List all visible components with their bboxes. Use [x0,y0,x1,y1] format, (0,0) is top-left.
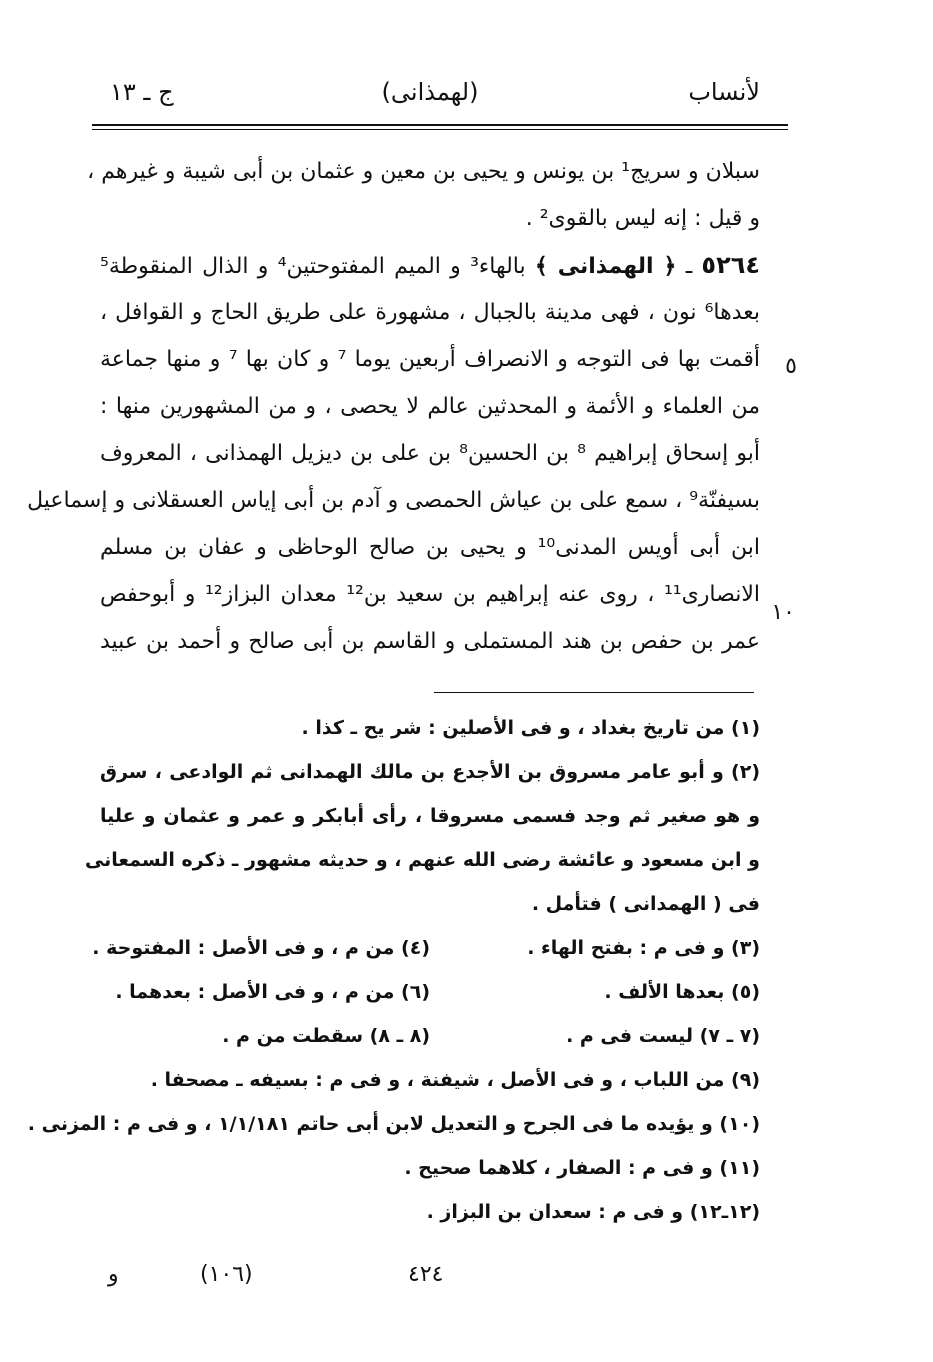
footnote-row-5-6 [100,970,760,1014]
catchword: و [108,1262,119,1287]
entry-dash: ـ [685,254,693,279]
footnote-2-line-2: و هو صغير ثم وجد فسمى مسروقا ، رأى أبابكر و عمر و عثمان و عليا [100,805,760,827]
running-header [100,78,760,118]
text-line-9: ابن أبى أويس المدنى¹⁰ و يحيى بن صالح الوحاظى و عفان بن مسلم [100,535,761,560]
main-text [27,148,761,665]
page-footer [100,1262,760,1302]
signature-mark: (١٠٦) [200,1262,253,1287]
entry-name: ﴿ الهمذانى ﴾ [534,254,677,279]
text-line-7: أبو إسحاق إبراهيم ⁸ بن الحسين⁸ بن على بن ديزيل الهمذانى ، المعروف [100,441,760,466]
footnote-5: (٥) بعدها الألف . [604,981,760,1003]
header-volume: ج ـ ١٣ [110,78,174,106]
text-line-10: الانصارى¹¹ ، روى عنه إبراهيم بن سعيد بن¹² معدان البزاز¹² و أبوحفص [100,582,760,607]
line-number-5: ٥ [785,354,797,379]
footnote-1: (١) من تاريخ بغداد ، و فى الأصلين : شر يح ـ كذا . [301,717,760,739]
entry-heading-line [100,242,760,289]
footnote-2-line-1: (٢) و أبو عامر مسروق بن الأجدع بن مالك الهمدانى ثم الوادعى ، سرق [100,761,760,783]
footnote-3: (٣) و فى م : بفتح الهاء . [527,937,760,959]
header-section-title: (لهمذانى) [381,78,479,106]
entry-description: بالهاء³ و الميم المفتوحتين⁴ و الذال المنقوطة⁵ [100,254,526,279]
footnote-2-line-3: و ابن مسعود و عائشة رضى الله عنهم ، و حديثه مشهور ـ ذكره السمعانى [84,849,760,871]
page-number: ٤٢٤ [408,1262,444,1287]
footnote-12: (١٢ـ١٢) و فى م : سعدان بن البزاز . [426,1201,760,1223]
text-line-2: و قيل : إنه ليس بالقوى² . [525,206,760,231]
footnote-4: (٤) من م ، و فى الأصل : المفتوحة . [92,937,430,959]
footnote-8: (٨ ـ ٨) سقطت من م . [222,1025,430,1047]
text-line-11: عمر بن حفص بن هند المستملى و القاسم بن أبى صالح و أحمد بن عبيد [100,629,760,654]
footnote-2-line-4: فى ( الهمدانى ) فتأمل . [531,893,760,915]
footnote-row-3-4 [92,926,760,970]
text-line-8: بسيفنّة⁹ ، سمع على بن عياش الحمصى و آدم بن أبى إياس العسقلانى و إسماعيل [27,488,760,513]
footnote-9: (٩) من اللباب ، و فى الأصل ، شيفنة ، و فى م : بسيفه ـ مصحفا . [150,1069,760,1091]
text-line-6: من العلماء و الأئمة و المحدثين عالم لا يحصى ، و من المشهورين منها : [100,394,760,419]
footnotes [27,706,760,1234]
entry-number: ٥٢٦٤ [701,251,761,279]
header-book-title: لأنساب [688,78,760,106]
text-line-1: سبلان و سريج¹ بن يونس و يحيى بن معين و عثمان بن أبى شيبة و غيرهم ، [87,159,760,184]
line-number-10: ١٠ [771,600,795,625]
text-line-4: بعدها⁶ نون ، فهى مدينة بالجبال ، مشهورة على طريق الحاج و القوافل ، [100,300,760,325]
text-line-5: أقمت بها فى التوجه و الانصراف أربعين يوما ⁷ و كان بها ⁷ و منها جماعة [100,347,760,372]
footnote-6: (٦) من م ، و فى الأصل : بعدهما . [115,981,430,1003]
header-rule-thick [92,124,788,126]
footnote-row-7-8 [100,1014,760,1058]
header-rule-thin [92,129,788,130]
footnote-7: (٧ ـ ٧) ليست فى م . [566,1025,760,1047]
footnote-11: (١١) و فى م : الصفار ، كلاهما صحيح . [404,1157,760,1179]
footnote-separator [434,692,754,693]
footnote-10: (١٠) و يؤيده ما فى الجرح و التعديل لابن أبى حاتم ١/١/١٨١ ، و فى م : المزنى . [27,1113,760,1135]
